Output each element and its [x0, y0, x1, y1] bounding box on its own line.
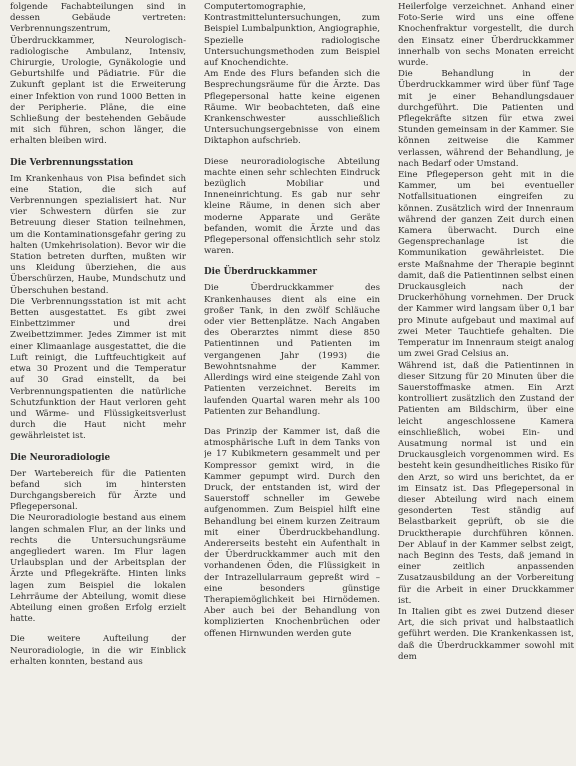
paragraph: Die Überdruckkammer des Krankenhauses dient als eine ein großer Tank, in den zwölf Schläuche oder vier Bettenplätze. Nach Angaben des Oberarztes nimmt diese 850 Patientinnen und Patienten im vergangenen Jahr (1993) die Bewohntsnahme der Kammer. Allerdings wird eine steigende Zahl von Patienten verzeichnet. Bereits im laufenden Quartal waren mehr als 100 Patienten zur Behandlung.: [204, 283, 380, 417]
paragraph: Heilerfolge verzeichnet. Anhand einer Foto-Serie wird uns eine offene Knochenfraktur vorgestellt, die durch den Einsatz einer Überdruckkammer innerhalb von sechs Monaten erreicht wurde.: [398, 2, 574, 69]
paragraph: Eine Pflegeperson geht mit in die Kammer, um bei eventueller Notfallsituationen eingreifen zu können. Zusätzlich wird der Innenraum während der ganzen Zeit durch einen Kamera überwacht. Durch eine Gegensprechanlage ist die Kommunikation gewährleistet. Die erste Maßnahme der Therapie beginnt damit, daß die Patientinnen selbst einen Druckausgleich nach der Druckerhöhung vornehmen. Der Druck der Kammer wird langsam über 0,1 bar pro Minute aufgebaut und maximal auf zwei Meter Tauchtiefe gehalten. Die Temperatur im Innenraum steigt analog um zwei Grad Celsius an.: [398, 170, 574, 360]
paragraph: folgende Fachabteilungen sind in dessen Gebäude vertreten: Verbrennungszentrum, Überdruckkammer, Neurologisch-radiologische Ambulanz, Intensiv, Chirurgie, Urologie, Gynäkologie und Geburtshilfe und Pädiatrie. Für die Zukunft geplant ist die Erweiterung einer Infektion von rund 1000 Betten in der Peripherie. Pläne, die eine Schließung der bestehenden Gebäude mit sich führen, schon länger, die erhalten bleiben wird.: [10, 2, 186, 147]
paragraph: Am Ende des Flurs befanden sich die Besprechungsräume für die Ärzte. Das Pflegepersonal hatte keine eigenen Räume. Wir beobachteten, daß eine Krankenschwester ausschließlich Untersuchungsergebnisse von einem Diktaphon aufschrieb.: [204, 69, 380, 147]
paragraph: Der Wartebereich für die Patienten befand sich im hintersten Durchgangsbereich für Ärzte und Pflegepersonal.: [10, 468, 186, 513]
section-heading-burn-unit: Die Verbrennungsstation: [10, 157, 134, 168]
section-heading-neuroradiology: Die Neuroradiologie: [10, 452, 111, 463]
paragraph: In Italien gibt es zwei Dutzend dieser Art, die sich privat und halbstaatlich geführt werden. Die Krankenkassen ist, daß die Überdruckkammer sowohl mit dem: [398, 606, 574, 662]
paragraph: Die Behandlung in der Überdruckkammer wird über fünf Tage mit je einer Behandlungsdauer durchgeführt. Die Patienten und Pflegekräfte sitzen für etwa zwei Stunden gemeinsam in der Kammer. Sie können zeitweise die Kammer verlassen, während der Behandlung, je nach Bedarf oder Umstand.: [398, 69, 574, 169]
paragraph: Die Neuroradiologie bestand aus einem langen schmalen Flur, an der links und rechts die Untersuchungsräume angegliedert waren. Im Flur lagen Urlaubsplan und der Arbeitsplan der Ärzte und Pflegekräfte. Hinten links lagen zum Beispiel die lokalen Lehrräume der Abteilung, womit diese Abteilung einen großen Erfolg erzielt hatte.: [10, 513, 186, 625]
paragraph: Die Verbrennungsstation ist mit acht Betten ausgestattet. Es gibt zwei Einbettzimmer und drei Zweibettzimmer. Jedes Zimmer ist mit einer Klimaanlage ausgestattet, die die Luft reinigt, die Luftfeuchtigkeit auf etwa 30 Prozent und die Temperatur auf 30 Grad einstellt, da bei Verbrennungspatienten die natürliche Schutzfunktion der Haut verloren geht und Wärme- und Flüssigkeitsverlust durch die Haut nicht mehr gewährleistet ist.: [10, 296, 186, 442]
section-heading-hyperbaric-chamber: Die Überdruckkammer: [204, 267, 317, 278]
paragraph: Während ist, daß die Patientinnen in dieser Sitzung für 20 Minuten über die Sauerstoffmaske atmen. Ein Arzt kontrolliert zusätzlich den Zustand der Patienten am Bildschirm, über eine leicht angeschlossene Kamera einschließlich, wobei Ein- und Ausatmung normal ist und ein Druckausgleich vorgenommen wird. Es besteht kein gesundheitliches Risiko für den Arzt, so wird uns berichtet, da er im Einsatz ist. Das Pflegepersonal in dieser Abteilung wird nach einem gesonderten Test ständig auf Belastbarkeit geprüft, ob sie die Drucktherapie durchführen können. Der Ablauf in der Kammer selbst zeigt, nach Beginn des Tests, daß jemand in einer zeitlich anpassenden Zusatzausbildung an der Vorbereitung für die Arbeit in einer Druckkammer ist.: [398, 360, 574, 606]
paragraph: Diese neuroradiologische Abteilung machte einen sehr schlechten Eindruck bezüglich Mobiliar und Inneneinrichtung. Es gab nur sehr kleine Räume, in denen sich aber moderne Apparate und Geräte befanden, womit die Ärzte und das Pflegepersonal offensichtlich sehr stolz waren.: [204, 156, 380, 257]
paragraph: Das Prinzip der Kammer ist, daß die atmosphärische Luft in dem Tanks von je 17 Kubikmetern gesammelt und per Kompressor gemixt wird, in die Kammer gepumpt wird. Durch den Druck, der entstanden ist, wird der Sauerstoff schneller im Gewebe aufgenommen. Zum Beispiel hilft eine Behandlung bei einem kurzen Zeitraum mit einer Überdruckbehandlung. Andererseits besteht ein Aufenthalt in der Überdruckkammer auch mit den vorhandenen Öden, die Flüssigkeit in der Intrazellularraum gepreßt wird – eine besonders günstige Therapiemöglichkeit bei Hirnödemen. Aber auch bei der Behandlung von komplizierten Knochenbrüchen oder offenen Hirnwunden werden gute: [204, 426, 380, 639]
paragraph: Computertomographie, Kontrastmitteluntersuchungen, zum Beispiel Lumbalpunktion, Angiographie, Spezielle radiologische Untersuchungsmethoden zum Beispiel auf Knochendichte.: [204, 2, 380, 69]
column-left: [10, 2, 186, 766]
column-right: [398, 2, 574, 766]
paragraph: Die weitere Aufteilung der Neuroradiologie, in die wir Einblick erhalten konnten, bestand aus: [10, 634, 186, 667]
column-middle: [204, 2, 380, 766]
paragraph: Im Krankenhaus von Pisa befindet sich eine Station, die sich auf Verbrennungen spezialisiert hat. Nur vier Schwestern dürfen sie zur Betreuung dieser Station teilnehmen, um die Kontaminationsgefahr gering zu halten (Umkehrisolation). Bevor wir die Station betreten durften, mußten wir uns Kleidung überziehen, die aus Überschürzen, Haube, Mundschutz und Überschuhen bestand.: [10, 173, 186, 296]
